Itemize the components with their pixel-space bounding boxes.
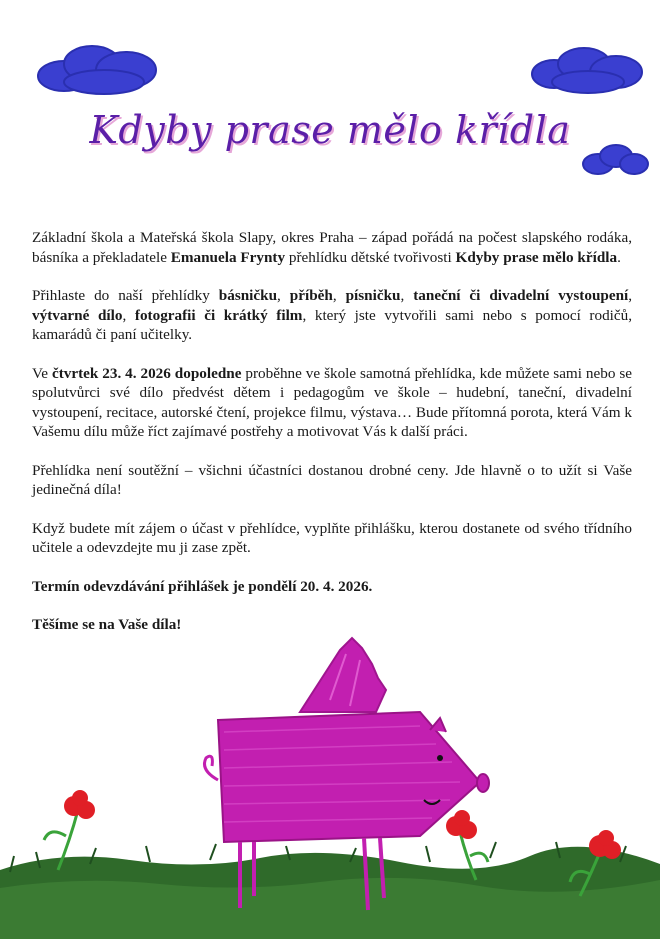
text-run: Když budete mít zájem o účast v přehlídce, vyplňte přihlášku, kterou dostanete od svého třídního učitele a odevzdejte mu ji zase zpět. xyxy=(32,519,632,556)
text-run: , xyxy=(122,306,135,324)
text-run: Přehlídka není soutěžní – všichni účastníci dostanou drobné ceny. Jde hlavně o to užít si Vaše jedinečná díla! xyxy=(32,461,632,498)
bold-text: výtvarné dílo xyxy=(32,306,123,324)
grass xyxy=(0,842,660,939)
text-run: Základní škola a Mateřská škola Slapy, okres Praha – západ pořádá na počest slapského rodáka, básníka a překladatele xyxy=(32,229,632,266)
paragraph-deadline xyxy=(32,577,632,597)
bold-text: Emanuela Frynty xyxy=(170,248,286,266)
bold-text: Termín odevzdávání přihlášek je pondělí 20. 4. 2026. xyxy=(32,577,373,595)
paragraph-noncompetitive xyxy=(32,461,632,500)
paragraph-event xyxy=(32,364,632,442)
bold-text: písničku xyxy=(345,287,401,304)
bold-text: Kdyby prase mělo křídla xyxy=(455,248,618,266)
bold-text: čtvrtek 23. 4. 2026 dopoledne xyxy=(51,364,242,382)
cloud-icon-right xyxy=(528,44,646,96)
bold-text: příběh xyxy=(289,287,333,304)
text-run: , xyxy=(332,287,346,304)
page-title: Kdyby prase mělo křídla xyxy=(89,108,571,152)
pig-wing xyxy=(300,638,386,712)
text-run: , xyxy=(277,287,290,304)
text-run: , který jste vytvořili sami nebo s pomocí rodičů, kamarádů či paní učitelky. xyxy=(32,306,633,343)
text-run: Přihlaste do naší přehlídky xyxy=(32,287,219,304)
bold-text: taneční či divadelní vystoupení xyxy=(413,287,629,304)
text-run: , xyxy=(400,287,414,304)
bold-text: básničku xyxy=(218,287,278,304)
paragraph-apply xyxy=(32,286,632,345)
bold-text: Těšíme se na Vaše díla! xyxy=(32,616,182,633)
content xyxy=(32,228,632,654)
flying-pig-drawing xyxy=(0,620,660,939)
paragraph-intro xyxy=(32,228,632,267)
bold-text: fotografii či krátký film xyxy=(134,306,303,324)
text-run: . xyxy=(617,248,621,266)
text-run: přehlídku dětské tvořivosti xyxy=(285,248,456,266)
cloud-icon-left xyxy=(34,40,164,96)
text-run: Ve xyxy=(32,364,52,382)
text-run: proběhne ve škole samotná přehlídka, kde můžete sami nebo se spolutvůrci své dílo předvést dětem i pedagogům ve škole – hudební, taneční, divadelní vystoupení, recitace, autorské čtení, projekce filmu, výstava… Bude přítomná porota, která Vám k Vašemu dílu může říct zajímavé postřehy a motivovat Vás k další práci. xyxy=(32,364,632,440)
paragraph-form xyxy=(32,519,632,558)
text-run: , xyxy=(628,287,633,304)
